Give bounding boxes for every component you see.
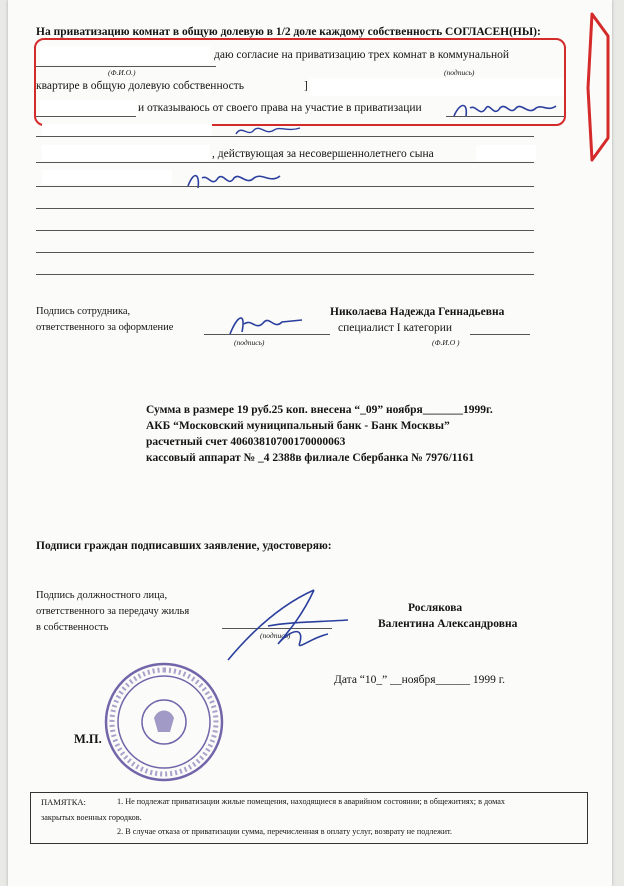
employee-sign-label: (подпись) (234, 338, 265, 347)
official-surname: Рослякова (408, 602, 463, 614)
bracket-mark: ] (304, 80, 308, 92)
form-line-3 (36, 186, 534, 187)
fio-label-1: (Ф.И.О.) (108, 68, 136, 77)
redacted-name-5 (42, 145, 210, 161)
memo-item-1-line-1: 1. Не подлежат приватизации жилые помещения, находящиеся в аварийном состоянии; в общежитиях; в домах (117, 797, 505, 806)
position-line (470, 334, 530, 335)
official-signature (218, 586, 358, 666)
form-line-6 (36, 252, 534, 253)
official-name: Валентина Александровна (378, 618, 518, 630)
date-line: Дата “10_” __ноября______ 1999 г. (334, 674, 506, 686)
round-stamp (102, 660, 226, 784)
arrow-shape (574, 10, 614, 165)
official-label-3: в собственность (36, 622, 109, 633)
official-label-2: ответственного за передачу жилья (36, 606, 190, 617)
consent-text-2: квартире в общую долевую собственность (36, 80, 245, 92)
sign-label-1: (подпись) (444, 68, 475, 77)
employee-position: специалист I категории (338, 322, 453, 334)
employee-name: Николаева Надежда Геннадьевна (330, 306, 505, 318)
memo-title: ПАМЯТКА: (41, 797, 86, 807)
memo-box (30, 792, 588, 844)
employee-label-2: ответственного за оформление (36, 322, 174, 333)
form-line-4 (36, 208, 534, 209)
redacted-name-7 (42, 170, 172, 184)
redacted-name-4 (42, 124, 212, 136)
highlight-box (34, 38, 566, 126)
redacted-name-6 (476, 145, 536, 161)
payment-line-1: Сумма в размере 19 руб.25 коп. внесена “_09” ноября_______1999г. (146, 404, 493, 416)
official-label-1: Подпись должностного лица, (36, 590, 168, 601)
employee-signature (224, 308, 306, 340)
payment-line-3: расчетный счет 40603810700170000063 (146, 436, 346, 448)
memo-item-1-line-2: закрытых военных городков. (41, 813, 142, 822)
guardian-text: , действующая за несовершеннолетнего сына (212, 148, 434, 160)
stamp-place-label: М.П. (74, 732, 102, 746)
signature-2 (234, 122, 304, 140)
consent-heading: На приватизацию комнат в общую долевую в 1/2 доле каждому собственность СОГЛАСЕН(НЫ): (36, 26, 541, 38)
memo-item-2: 2. В случае отказа от приватизации сумма, перечисленная в оплату услуг, возврату не подлежит. (117, 827, 453, 836)
document-page (8, 0, 612, 886)
signature-3 (184, 166, 284, 194)
form-line-5 (36, 230, 534, 231)
payment-line-4: кассовый аппарат № _4 2388в филиале Сбербанка № 7976/1161 (146, 452, 475, 464)
form-line-7 (36, 274, 534, 275)
consent-text-1: даю согласие на приватизацию трех комнат в коммунальной (214, 49, 510, 61)
consent-text-3: и отказываюсь от своего права на участие в приватизации (138, 102, 422, 114)
employee-fio-label: (Ф.И.О ) (432, 338, 460, 347)
certify-text: Подписи граждан подписавших заявление, удостоверяю: (36, 540, 332, 552)
official-sign-label: (подпись) (260, 631, 291, 640)
payment-line-2: АКБ “Московский муниципальный банк - Банк Москвы” (146, 420, 450, 432)
form-line-2 (36, 162, 534, 163)
employee-label-1: Подпись сотрудника, (36, 306, 131, 317)
